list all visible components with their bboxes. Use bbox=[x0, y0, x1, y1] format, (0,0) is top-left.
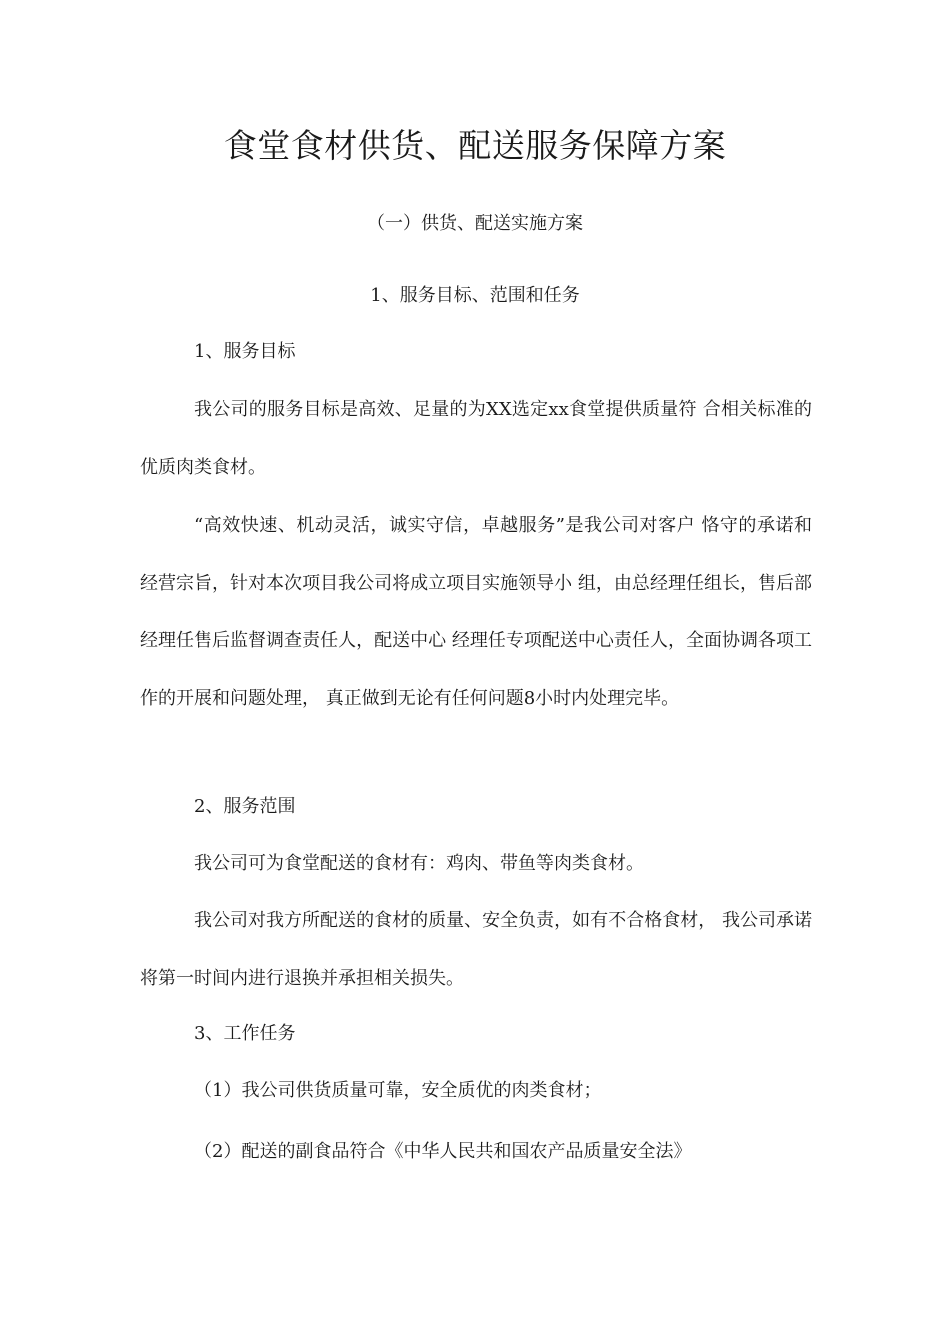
heading-service-scope: 2、服务范围 bbox=[194, 796, 296, 817]
task-item-1: （1）我公司供货质量可靠，安全质优的肉类食材； bbox=[194, 1080, 602, 1101]
heading-service-goal: 1、服务目标 bbox=[194, 341, 296, 362]
document-title: 食堂食材供货、配送服务保障方案 bbox=[223, 126, 727, 165]
paragraph-goal-2: “高效快速、机动灵活，诚实守信，卓越服务”是我公司对客户 恪守的承诺和经营宗旨，针对本次项目我公司将成立项目实施领导小 组，由总经理任组长，售后部经理任售后监督调查责任人，配送中心 经理任专项配送中心责任人，全面协调各项工作的开展和问题处理， 真正做到无论有任何问题8小时内处理完毕。 bbox=[140, 515, 812, 709]
subsection-title: 1、服务目标、范围和任务 bbox=[370, 285, 580, 306]
paragraph-scope-1: 我公司可为食堂配送的食材有：鸡肉、带鱼等肉类食材。 bbox=[194, 853, 644, 874]
section-title: （一）供货、配送实施方案 bbox=[367, 213, 583, 234]
task-item-2: （2）配送的副食品符合《中华人民共和国农产品质量安全法》 bbox=[194, 1141, 692, 1162]
heading-work-tasks: 3、工作任务 bbox=[194, 1023, 296, 1044]
paragraph-goal-1: 我公司的服务目标是高效、足量的为XX选定xx食堂提供质量符 合相关标准的优质肉类食材。 bbox=[140, 399, 812, 478]
paragraph-scope-2: 我公司对我方所配送的食材的质量、安全负责，如有不合格食材， 我公司承诺将第一时间内进行退换并承担相关损失。 bbox=[140, 910, 812, 989]
